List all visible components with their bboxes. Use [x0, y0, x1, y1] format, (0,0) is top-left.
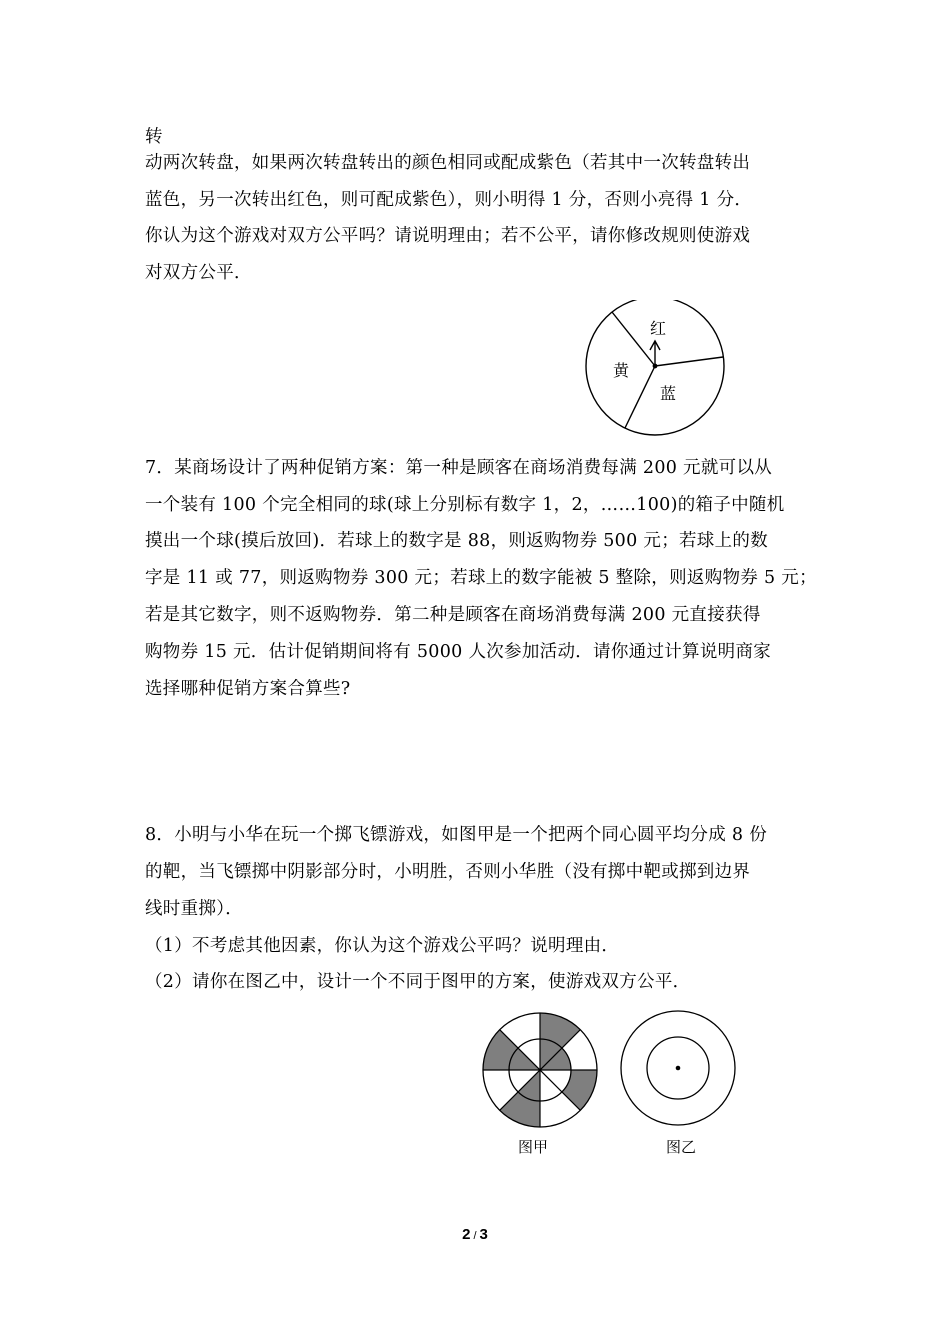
- problem8-line-3: 线时重掷）．: [145, 899, 244, 919]
- problem6-line-4: 你认为这个游戏对双方公平吗？请说明理由；若不公平，请你修改规则使游戏: [145, 226, 751, 246]
- spinner-label-red: 红: [650, 319, 667, 338]
- target-a-outer-shade-2: [562, 1070, 597, 1110]
- page-number: [0, 1226, 950, 1243]
- spinner-figure: [580, 300, 730, 436]
- spinner-label-blue: 蓝: [660, 384, 677, 403]
- problem6-line-1: 转: [145, 127, 163, 147]
- problem6-line-5: 对双方公平．: [145, 263, 252, 283]
- problem8-line-1: 8．小明与小华在玩一个掷飞镖游戏，如图甲是一个把两个同心圆平均分成 8 份: [145, 825, 767, 845]
- problem7-line-1: 7．某商场设计了两种促销方案：第一种是顾客在商场消费每满 200 元就可以从: [145, 458, 773, 478]
- problem7-line-6: 购物券 15 元．估计促销期间将有 5000 人次参加活动．请你通过计算说明商家: [145, 642, 772, 662]
- problem6-line-3: 蓝色，另一次转出红色，则可配成紫色），则小明得 1 分，否则小亮得 1 分．: [145, 190, 753, 210]
- problem7-line-3: 摸出一个球(摸后放回)．若球上的数字是 88，则返购物券 500 元；若球上的数: [145, 531, 769, 551]
- problem8-line-4: （1）不考虑其他因素，你认为这个游戏公平吗？说明理由．: [145, 936, 620, 956]
- problem7-line-4: 字是 11 或 77，则返购物券 300 元；若球上的数字能被 5 整除，则返购物券 5 元；: [145, 568, 817, 588]
- spinner-divider-right: [655, 357, 723, 366]
- spinner-divider-bottom: [625, 366, 655, 428]
- spinner-label-yellow: 黄: [613, 361, 630, 380]
- problem6-line-2: 动两次转盘，如果两次转盘转出的颜色相同或配成紫色（若其中一次转盘转出: [145, 153, 751, 173]
- problem8-line-2: 的靶，当飞镖掷中阴影部分时，小明胜，否则小华胜（没有掷中靶或掷到边界: [145, 862, 751, 882]
- spinner-center-dot: [653, 364, 658, 369]
- page-total: 3: [479, 1226, 488, 1243]
- problem7-line-5: 若是其它数字，则不返购物券．第二种是顾客在商场消费每满 200 元直接获得: [145, 605, 761, 625]
- problem8-line-5: （2）请你在图乙中，设计一个不同于图甲的方案，使游戏双方公平．: [145, 972, 691, 992]
- figure-b-label: 图乙: [666, 1138, 697, 1156]
- target-b-center-dot: [676, 1066, 681, 1071]
- target-figure-b: [617, 1010, 739, 1130]
- target-figure-a: [480, 1010, 600, 1130]
- problem7-line-7: 选择哪种促销方案合算些?: [145, 679, 351, 699]
- spinner-divider-top: [612, 312, 655, 366]
- page-separator: /: [473, 1230, 477, 1242]
- page-current: 2: [462, 1226, 471, 1243]
- figure-a-label: 图甲: [518, 1138, 549, 1156]
- problem7-line-2: 一个装有 100 个完全相同的球(球上分别标有数字 1，2，……100)的箱子中随机: [145, 495, 785, 515]
